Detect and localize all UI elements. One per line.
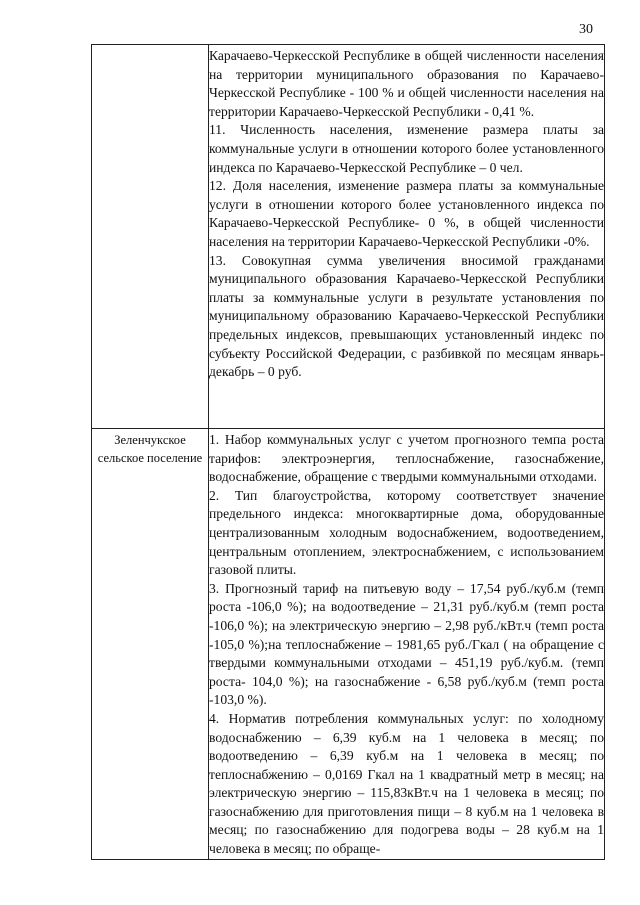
indicators-cell (209, 45, 605, 429)
paragraph: Карачаево-Черкесской Республике в общей численности населения на территории муниципального образования по Карачаево-Черкесской Республике - 100 % и общей численности населения на территории Карачаево-Черкесской Республики - 0,41 %. (209, 48, 604, 119)
paragraph: 1. Набор коммунальных услуг с учетом прогнозного темпа роста тарифов: электроэнергия, теплоснабжение, газоснабжение, водоснабжение, обращение с твердыми коммунальными отходами. (209, 432, 604, 485)
municipality-cell (92, 45, 209, 429)
paragraph: 4. Норматив потребления коммунальных услуг: по холодному водоснабжению – 6,39 куб.м на 1 человека в месяц; по водоотведению – 6,39 куб.м на 1 человека в месяц; по теплоснабжению – 0,0169 Гкал на 1 квадратный метр в месяц; на электрическую энергию – 115,83кВт.ч на 1 человека в месяц; по газоснабжению для приготовления пищи – 8 куб.м на 1 человека в месяц; по газоснабжению для подогрева воды – 28 куб.м на 1 человека в месяц; по обраще- (209, 710, 604, 857)
table-row (92, 45, 605, 429)
paragraph: 13. Совокупная сумма увеличения вносимой гражданами муниципального образования Карачаево-Черкесской Республики платы за коммунальные услуги в результате установления по муниципальному образованию Карачаево-Черкесской Республики предельных индексов, превышающих установленный индекс по субъекту Российской Федерации, с разбивкой по месяцам январь-декабрь – 0 руб. (209, 252, 604, 380)
paragraph: 2. Тип благоустройства, которому соответствует значение предельного индекса: многоквартирные дома, оборудованные централизованным холодным водоснабжением, водоотведением, центральным отоплением, электроснабжением, с использованием газовой плиты. (209, 487, 604, 578)
table-row (92, 429, 605, 860)
paragraph: 12. Доля населения, изменение размера платы за коммунальные услуги в отношении которого более установленного индекса по Карачаево-Черкесской Республике- 0 %, в общей численности населения на территории Карачаево-Черкесской Республики -0%. (209, 178, 604, 249)
page-number: 30 (579, 22, 593, 37)
indicators-cell (209, 429, 605, 860)
document-table (91, 44, 605, 860)
municipality-cell: Зеленчукское сельское поселение (92, 429, 209, 860)
paragraph: 11. Численность населения, изменение размера платы за коммунальные услуги в отношении которого более установленного индекса по Карачаево-Черкесской Республике – 0 чел. (209, 122, 604, 175)
paragraph: 3. Прогнозный тариф на питьевую воду – 17,54 руб./куб.м (темп роста -106,0 %); на водоотведение – 21,31 руб./куб.м (темп роста -106,0 %); на электрическую энергию – 2,98 руб./кВт.ч (темп роста -105,0 %);на теплоснабжение – 1981,65 руб./Гкал ( на обращение с твердыми коммунальными отходами – 451,19 руб./куб.м. (темп роста- 104,0 %); на газоснабжение - 6,58 руб./куб.м (темп роста -103,0 %). (209, 580, 604, 708)
